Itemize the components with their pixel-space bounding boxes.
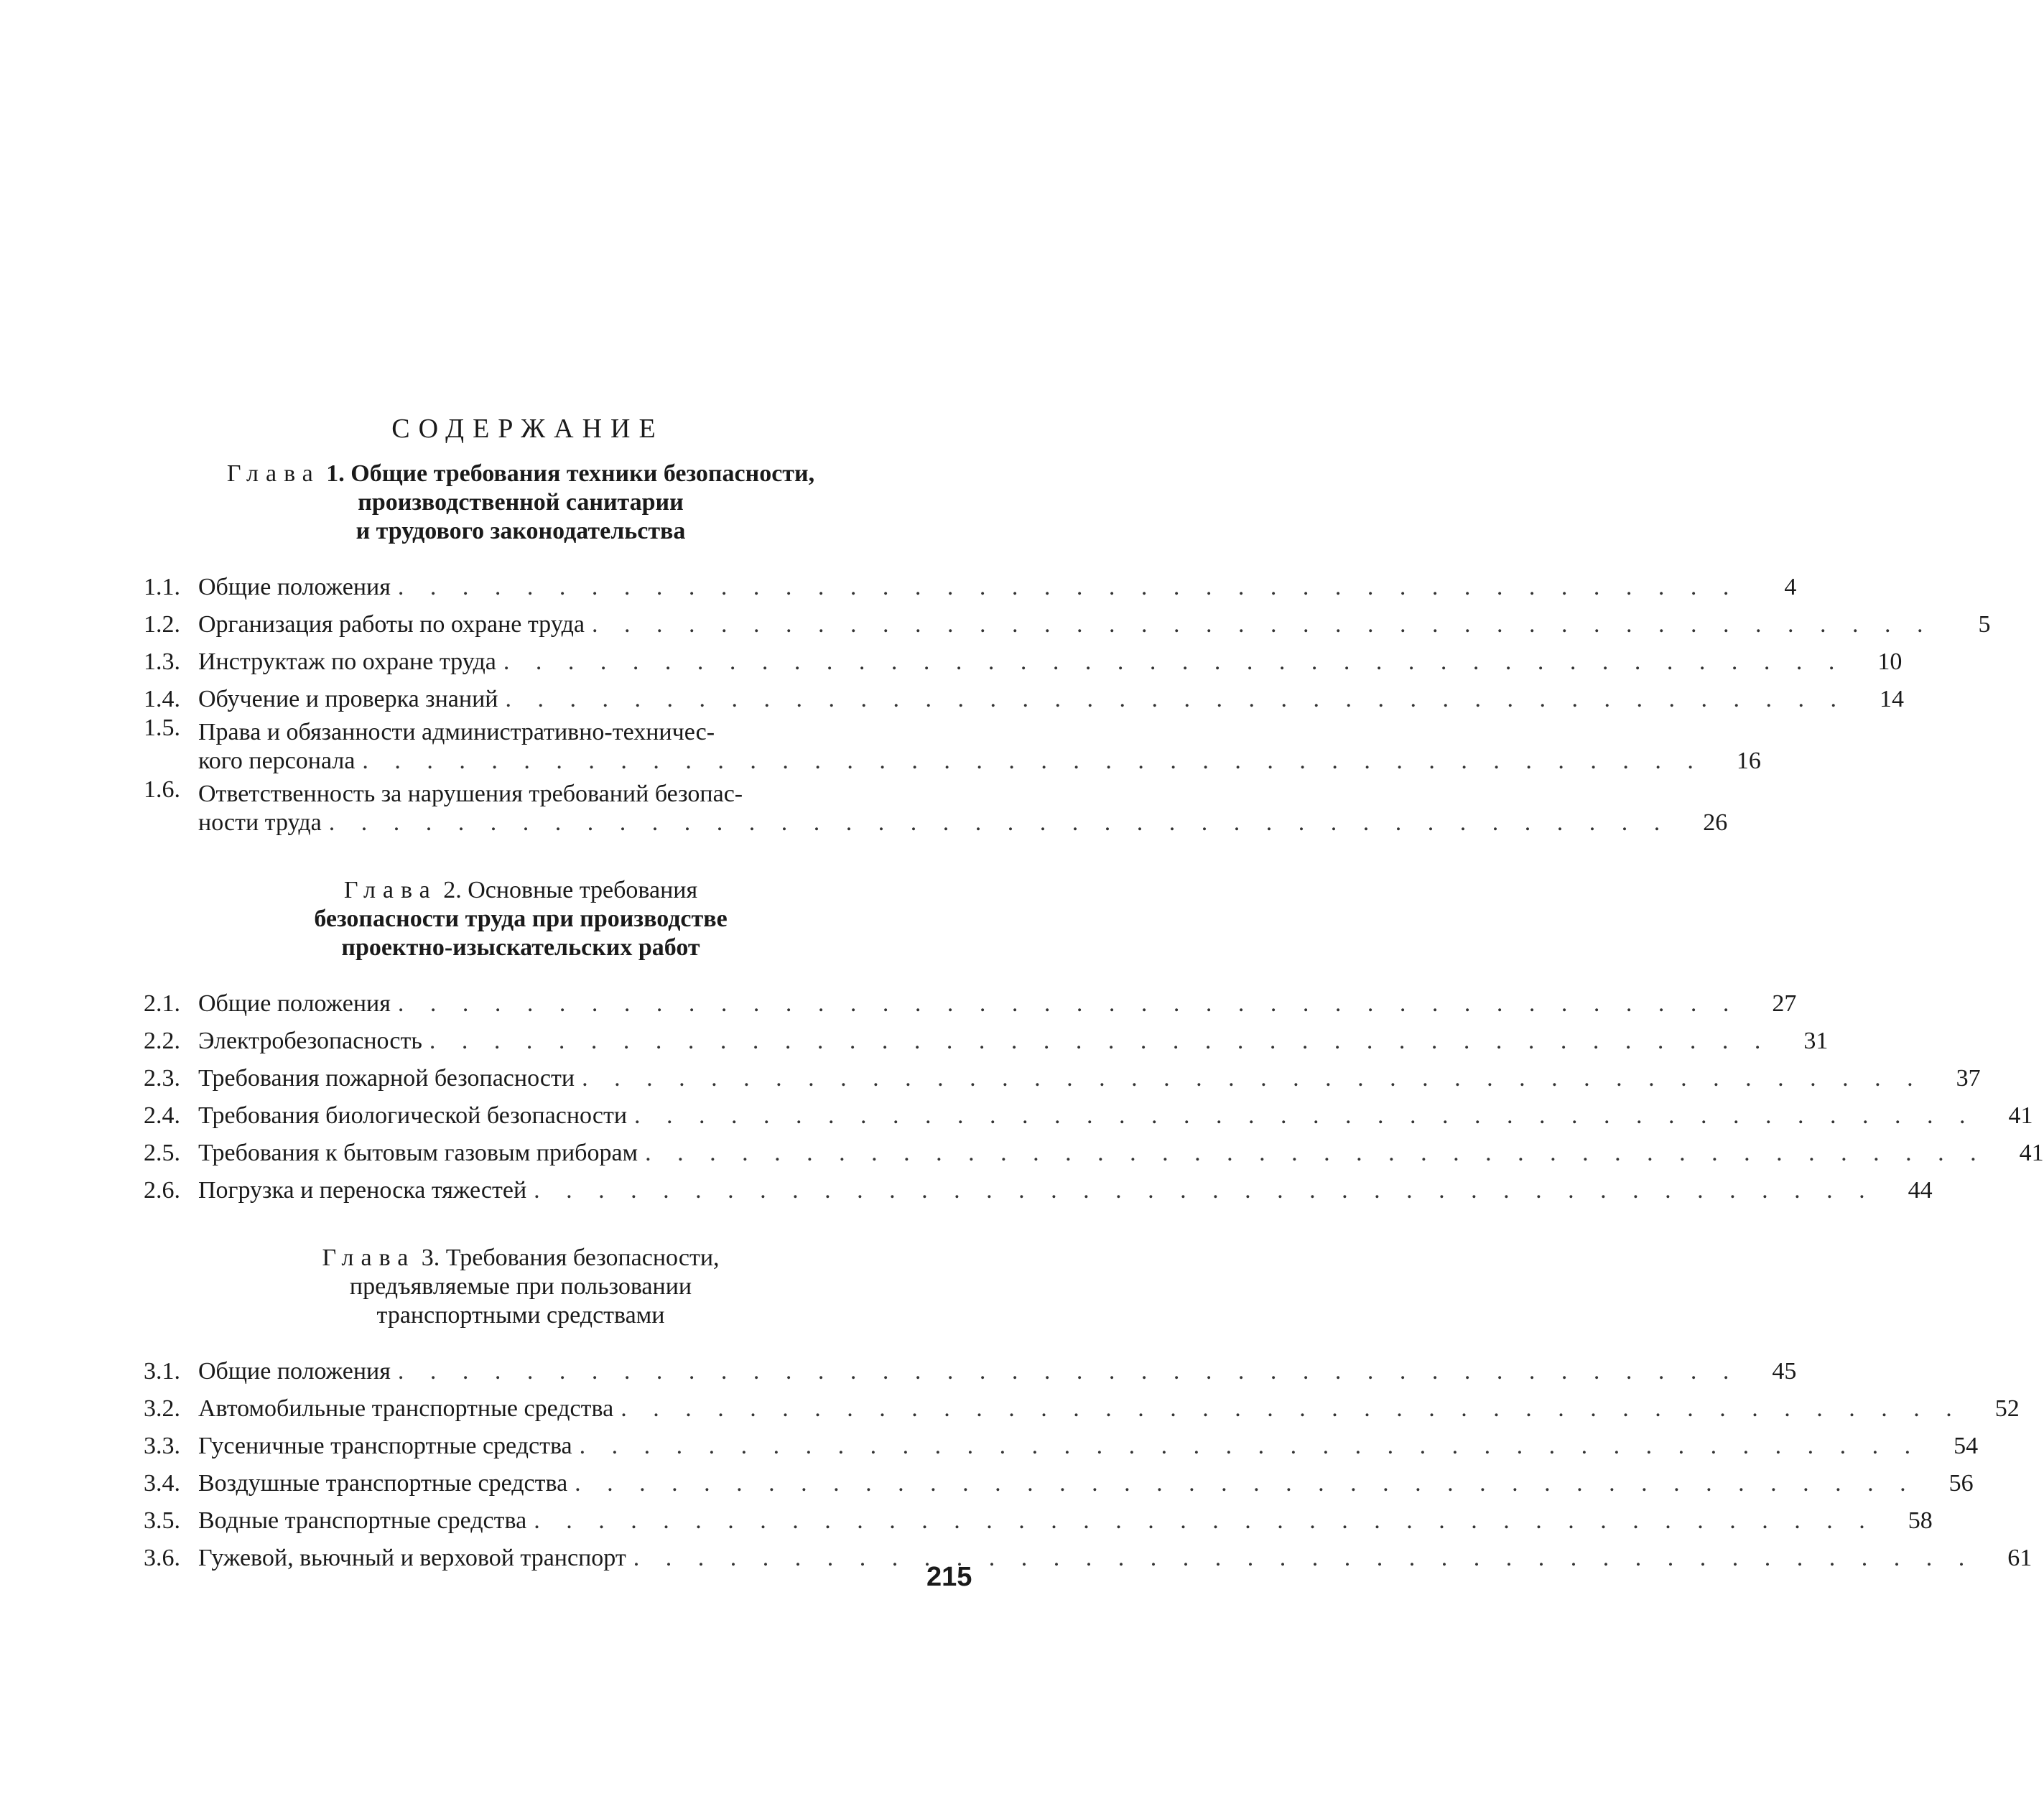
leader-dots [634, 1102, 1976, 1130]
toc-entry[interactable] [144, 1498, 1933, 1535]
toc-entry[interactable] [144, 602, 1991, 639]
entry-title: Водные транспортные средства [198, 1507, 527, 1534]
chapter-heading [144, 460, 898, 546]
chapter-lead: Глава [322, 1245, 416, 1271]
entry-title-cont: кого персонала [198, 748, 356, 774]
toc-entry[interactable] [144, 1168, 1933, 1205]
entry-number: 1.6. [144, 776, 180, 803]
entry-number: 2.2. [144, 1028, 180, 1054]
entry-number: 2.1. [144, 990, 180, 1017]
entry-page: 26 [1703, 809, 1728, 836]
chapter-heading-line: 3. Требования безопасности, [421, 1245, 720, 1271]
entry-title: Гужевой, вьючный и верховой транспорт [198, 1545, 626, 1571]
entry-number: 3.6. [144, 1545, 180, 1571]
leader-dots [398, 1357, 1739, 1386]
leader-dots [503, 648, 1845, 676]
chapter-heading-line: предъявляемые при пользовании [349, 1273, 692, 1300]
entry-title: Гусеничные транспортные средства [198, 1433, 572, 1459]
chapter-heading-line: и трудового законодательства [356, 518, 686, 544]
chapter-heading-line: 1. Общие требования техники безопасности, [326, 460, 815, 487]
entry-title-cont: ности труда [198, 809, 322, 836]
entry-number: 1.5. [144, 715, 180, 741]
toc-entry[interactable] [144, 639, 1903, 676]
page-number: 215 [926, 1562, 972, 1592]
leader-dots [592, 610, 1933, 639]
toc-entry[interactable] [144, 564, 1797, 602]
entry-number: 3.5. [144, 1507, 180, 1534]
entry-number: 1.3. [144, 648, 180, 675]
entry-page: 58 [1908, 1507, 1933, 1534]
toc-entry[interactable] [144, 1056, 1981, 1093]
toc-entry[interactable] [144, 1386, 2020, 1423]
toc-entry[interactable] [144, 1461, 1974, 1498]
leader-dots [329, 809, 1671, 837]
toc-entry[interactable] [144, 1349, 1797, 1386]
leader-dots [534, 1176, 1875, 1205]
chapter-heading-line: проектно-изыскательских работ [341, 934, 700, 961]
entry-number: 3.1. [144, 1358, 180, 1385]
entry-title: Права и обязанности административно-техничес- [198, 719, 715, 745]
entry-page: 56 [1948, 1470, 1974, 1497]
entry-page: 41 [2008, 1102, 2033, 1129]
entry-number: 2.5. [144, 1140, 180, 1166]
entry-page: 5 [1978, 611, 1991, 638]
entry-page: 44 [1908, 1177, 1933, 1204]
entry-page: 37 [1956, 1065, 1981, 1092]
leader-dots [398, 573, 1739, 602]
toc-entry[interactable] [144, 1535, 2033, 1573]
entry-title: Требования пожарной безопасности [198, 1065, 575, 1092]
toc-title: СОДЕРЖАНИЕ [391, 414, 664, 444]
entry-number: 3.2. [144, 1395, 180, 1422]
toc-entry[interactable] [144, 1018, 1829, 1056]
entry-number: 2.3. [144, 1065, 180, 1092]
entry-title: Инструктаж по охране труда [198, 648, 496, 675]
entry-title: Обучение и проверка знаний [198, 686, 498, 712]
leader-dots [582, 1064, 1923, 1093]
leader-dots [633, 1544, 1975, 1573]
leader-dots [621, 1395, 1962, 1423]
entry-title: Организация работы по охране труда [198, 611, 585, 638]
entry-title: Электробезопасность [198, 1028, 422, 1054]
entry-number: 3.4. [144, 1470, 180, 1497]
toc-entry[interactable] [144, 981, 1797, 1018]
chapter-3 [144, 1244, 2033, 1573]
chapter-heading-line: производственной санитарии [358, 489, 684, 516]
entry-number: 2.4. [144, 1102, 180, 1129]
leader-dots [429, 1027, 1771, 1056]
entry-number: 3.3. [144, 1433, 180, 1459]
chapter-heading [144, 1244, 898, 1330]
entry-title: Погрузка и переноска тяжестей [198, 1177, 527, 1204]
leader-dots [505, 685, 1846, 714]
entry-number: 1.1. [144, 574, 180, 600]
chapter-heading-line: транспортными средствами [376, 1302, 665, 1329]
chapter-heading-line: безопасности труда при производстве [314, 906, 728, 932]
entry-page: 27 [1772, 990, 1797, 1017]
toc-entry[interactable] [144, 776, 1728, 837]
toc-entry[interactable] [144, 714, 1761, 776]
leader-dots [534, 1507, 1875, 1535]
entry-title: Общие положения [198, 990, 391, 1017]
entry-number: 2.6. [144, 1177, 180, 1204]
toc-entry[interactable] [144, 1093, 2033, 1130]
chapter-1 [144, 460, 1991, 837]
entry-page: 52 [1994, 1395, 2020, 1422]
entry-number: 1.2. [144, 611, 180, 638]
chapter-heading [144, 876, 898, 962]
leader-dots [580, 1432, 1921, 1461]
entry-page: 31 [1803, 1028, 1829, 1054]
entry-title: Общие положения [198, 574, 391, 600]
leader-dots [575, 1469, 1916, 1498]
entry-title: Ответственность за нарушения требований безопас- [198, 781, 743, 807]
entry-page: 10 [1877, 648, 1903, 675]
entry-title: Требования биологической безопасности [198, 1102, 628, 1129]
entry-page: 41 [2019, 1140, 2044, 1166]
leader-dots [645, 1139, 1987, 1168]
leader-dots [398, 990, 1739, 1018]
chapter-lead: Глава [226, 460, 320, 487]
leader-dots [362, 747, 1704, 776]
entry-title: Требования к бытовым газовым приборам [198, 1140, 638, 1166]
chapter-heading-line: 2. Основные требования [443, 877, 698, 903]
toc-entry[interactable] [144, 1423, 1979, 1461]
entry-page: 45 [1772, 1358, 1797, 1385]
toc-entry[interactable] [144, 676, 1904, 714]
entry-page: 61 [2007, 1545, 2033, 1571]
chapter-2 [144, 876, 2044, 1205]
entry-title: Воздушные транспортные средства [198, 1470, 568, 1497]
entry-page: 54 [1954, 1433, 1979, 1459]
entry-page: 4 [1784, 574, 1797, 600]
entry-title: Общие положения [198, 1358, 391, 1385]
toc-entry[interactable] [144, 1130, 2044, 1168]
entry-title: Автомобильные транспортные средства [198, 1395, 614, 1422]
entry-page: 16 [1736, 748, 1761, 774]
entry-number: 1.4. [144, 686, 180, 712]
entry-page: 14 [1879, 686, 1904, 712]
chapter-lead: Глава [343, 877, 437, 903]
